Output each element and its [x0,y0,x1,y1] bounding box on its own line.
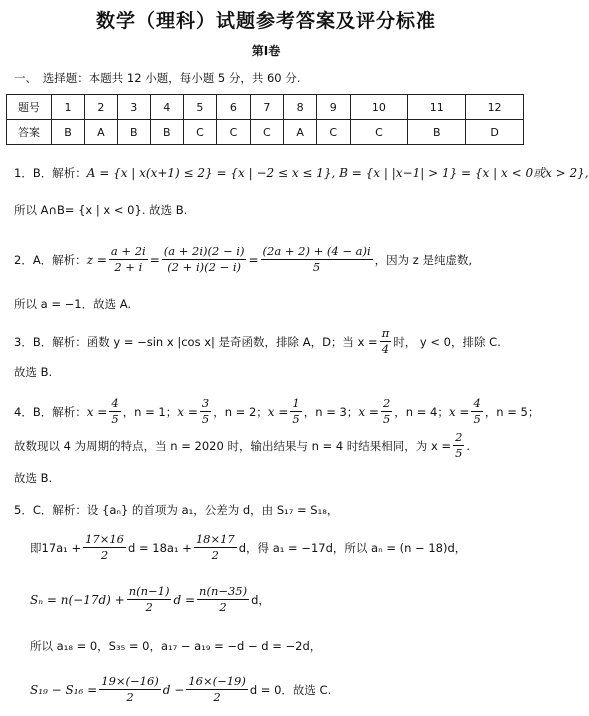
q3-line-1 [14,326,501,357]
answer-table [6,94,524,145]
q4-fraction [109,396,120,427]
q5-fraction [127,584,172,615]
q4-item-pre: x = [267,404,289,419]
fraction-denominator: 2 [219,600,227,614]
q4-item-post: ，n = 1； [122,404,178,419]
table-cell: 10 [350,95,408,120]
table-row-numbers [7,95,524,120]
fraction-denominator: 5 [382,412,391,426]
section-heading: 一、 选择题：本题共 12 小题，每小题 5 分，共 60 分. [14,71,301,85]
q2-tail: ，因为 z 是纯虚数, [374,252,473,267]
fraction-denominator: 2 [211,548,219,562]
table-cell: 3 [117,95,150,120]
q2-line-2: 所以 a = −1．故选 A. [14,297,132,311]
q5-text: d = 0．故选 C. [249,682,332,697]
table-cell: 11 [408,95,466,120]
q5-text: d， [251,592,270,607]
q2-z-eq: z = [86,252,107,267]
table-cell: B [150,120,183,145]
q5-line-3 [30,584,270,615]
table-cell: 4 [150,95,183,120]
q4-line-2 [14,430,470,461]
table-cell: C [183,120,216,145]
q5-fraction [99,674,161,705]
fraction-numerator: 1 [292,396,300,410]
fraction-denominator: 4 [381,342,390,356]
fraction-numerator: (2a + 2) + (4 − a)i [262,244,371,258]
q5-fraction [186,674,248,705]
fraction-denominator: 5 [111,412,119,426]
table-cell: B [408,120,466,145]
fraction-denominator: 2 [100,548,109,562]
fraction-numerator: 16×(−19) [188,674,246,688]
q1-line-1 [14,164,589,181]
q5-fraction [197,584,249,615]
fraction-denominator: 2 [145,600,153,614]
q5-line-1: 5．C．解析：设 {aₙ} 的首项为 a₁，公差为 d，由 S₁₇ = S₁₈， [14,503,339,517]
q2-fraction-1 [109,244,148,275]
fraction-numerator: 4 [473,396,481,410]
q1-math: A = {x | x(x+1) ≤ 2} = {x | −2 ≤ x ≤ 1}, B = {x | |x−1| > 1} = {x | x < 0或x > 2}, [86,166,589,180]
q3-tail: 时， y < 0，排除 C. [393,334,501,349]
q5-text: d = [173,592,196,607]
q4-line-2-end: . [466,438,471,453]
q5-text: d − [162,682,185,697]
fraction-numerator: n(n−35) [199,584,248,598]
table-cell: C [317,120,350,145]
q4-item-pre: x = [448,404,470,419]
table-cell: C [217,120,250,145]
q5-text: d，得 a₁ = −17d，所以 aₙ = (n − 18)d， [238,540,467,555]
table-cell: D [466,120,524,145]
q4-item-post: ，n = 2； [213,404,268,419]
table-cell: 6 [217,95,250,120]
table-cell: A [84,120,117,145]
q5-line-5 [30,674,331,705]
q3-line-2: 故选 B. [14,365,53,379]
fraction-denominator: 5 [473,412,481,426]
q3-text: 3．B．解析：函数 y = −sin x |cos x| 是奇函数，排除 A，D；当 x = [14,334,378,349]
q4-line-2-text: 故数现以 4 为周期的特点，当 n = 2020 时，输出结果与 n = 4 时结果相同，为 x = [14,438,452,453]
q5-fraction [194,532,237,563]
table-cell: B [117,120,150,145]
fraction-denominator: 2 + i [114,260,143,274]
table-cell: 7 [250,95,283,120]
q2-line-1: 2．A．解析： z = $\frac{a + 2i}{2 + i}$ = $\frac{(a + 2i)(2 - i)}{(2 + i)(2 - i)}$ = $\frac{(2a + 2) + (4 - a)i}{5}$ ，因为 z 是纯虚数, [14,244,473,274]
document-title: 数学（理科）试题参考答案及评分标准 [95,10,436,32]
q4-item-pre: x = [177,404,198,419]
q4-item-post: ，n = 5； [484,404,540,419]
fraction-numerator: 18×17 [195,532,235,546]
q2-fraction-3 [261,244,373,275]
q4-line-3: 故选 B. [14,471,53,485]
table-cell: 1 [52,95,85,120]
table-cell: A [284,120,317,145]
fraction-denominator: 5 [292,412,300,426]
q4-item-pre: x = [86,404,108,419]
table-cell: 8 [284,95,317,120]
q5-text: Sₙ = n(−17d) + [30,592,125,607]
table-cell: C [250,120,283,145]
q5-text: 即17a₁ + [30,540,82,555]
table-row-answers [7,120,524,145]
q4-fraction [381,396,392,427]
fraction-numerator: 2 [455,430,463,444]
q2-fraction-2 [162,244,247,275]
q4-item-post: ，n = 4； [394,404,449,419]
fraction-denominator: 2 [213,690,221,704]
q1-line-2: 所以 A∩B= {x | x < 0}. 故选 B. [14,203,188,217]
fraction-numerator: 4 [111,396,119,410]
row-label-answers: 答案 [7,120,52,145]
q4-fraction [290,396,301,427]
fraction-denominator: 5 [312,260,321,274]
q1-label: 1．B．解析： [14,165,87,180]
q5-line-2 [30,532,466,563]
fraction-numerator: (a + 2i)(2 − i) [163,244,245,258]
q5-fraction [83,532,126,563]
fraction-numerator: 19×(−16) [101,674,159,688]
q4-line-1 [14,396,539,427]
q4-fraction [453,430,464,461]
q3-fraction [380,326,392,357]
table-cell: 2 [84,95,117,120]
table-cell: 5 [183,95,216,120]
fraction-numerator: 17×16 [85,532,124,546]
table-cell: C [350,120,408,145]
q5-line-4: 所以 a₁₈ = 0，S₃₅ = 0，a₁₇ − a₁₉ = −d − d = −2d， [30,639,322,653]
fraction-numerator: 3 [201,396,210,410]
q4-fraction [471,396,482,427]
fraction-denominator: 2 [126,690,134,704]
fraction-denominator: 5 [455,446,463,460]
q4-fraction [200,396,211,427]
section-subtitle: 第Ⅰ卷 [251,44,281,58]
table-cell: B [52,120,85,145]
q4-item-pre: x = [358,404,379,419]
fraction-numerator: n(n−1) [128,584,170,598]
table-cell: 9 [317,95,350,120]
fraction-denominator: 5 [201,412,210,426]
q4-label: 4．B．解析： [14,404,87,419]
fraction-numerator: a + 2i [110,244,146,258]
q5-text: S₁₉ − S₁₆ = [30,682,98,697]
table-cell: 12 [466,95,524,120]
q5-text: d = 18a₁ + [128,540,192,555]
row-label-numbers: 题号 [7,95,52,120]
fraction-denominator: (2 + i)(2 − i) [167,260,242,274]
q2-label: 2．A．解析： [14,252,87,267]
fraction-numerator: 2 [382,396,391,410]
fraction-numerator: π [381,326,390,340]
q4-item-post: ，n = 3； [303,404,359,419]
